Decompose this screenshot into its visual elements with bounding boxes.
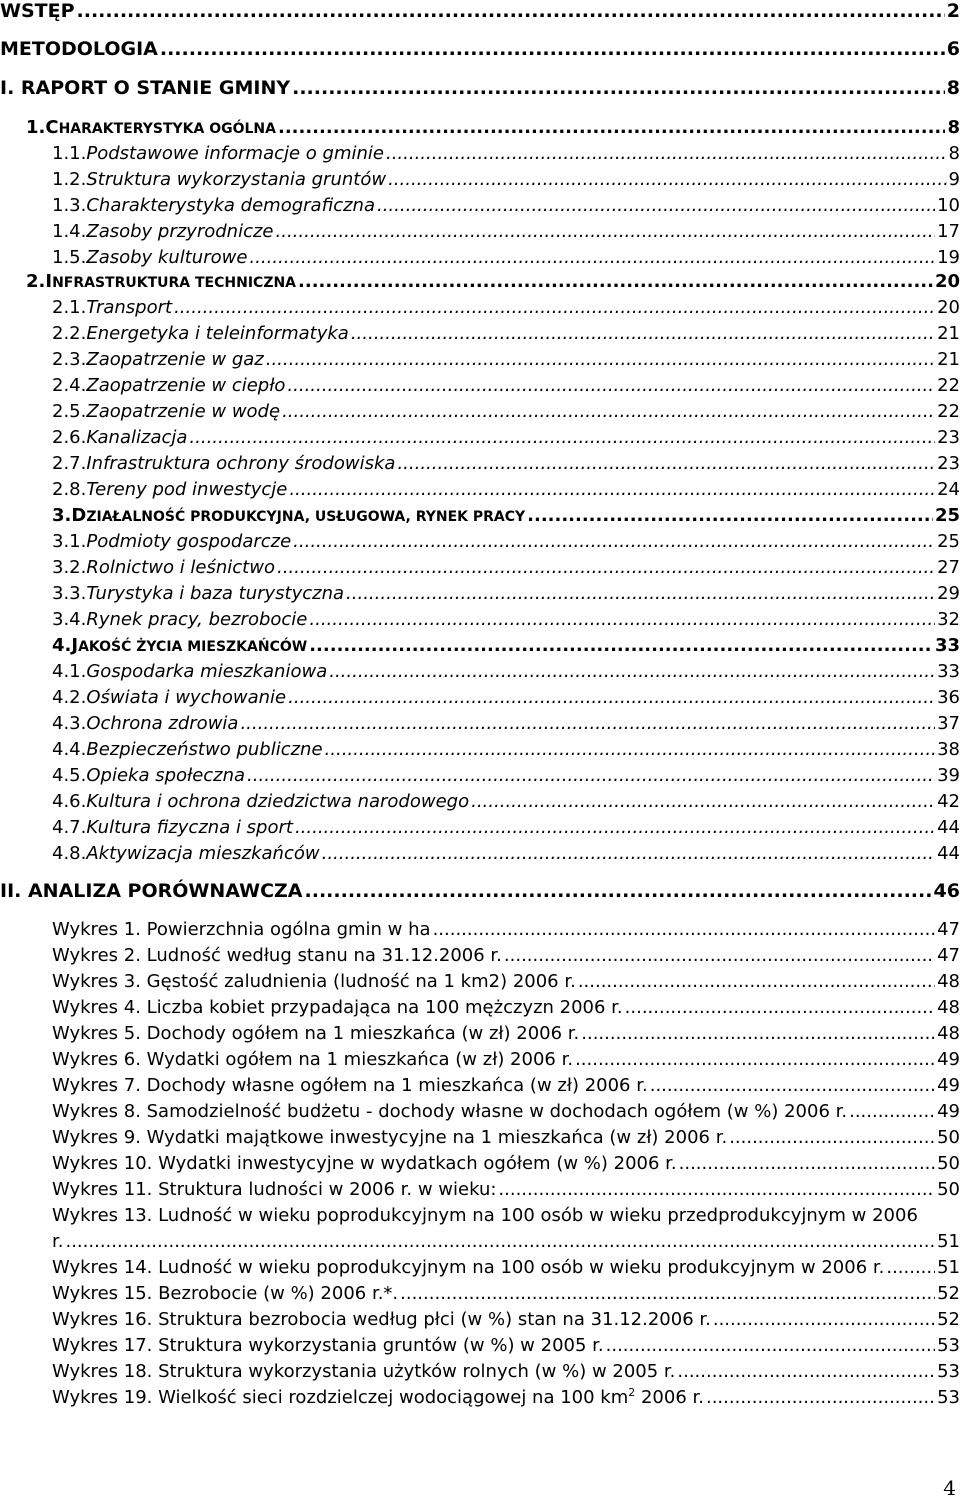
toc-subentry[interactable] <box>52 323 960 344</box>
subentry-title: Kultura i ochrona dziedzictwa narodowego <box>86 791 470 812</box>
toc-page: 8 <box>948 143 960 164</box>
section-title <box>45 271 296 292</box>
dot-leader <box>292 79 945 98</box>
toc-page: 48 <box>937 1023 960 1044</box>
section-title <box>71 635 307 656</box>
toc-page: 44 <box>937 817 960 838</box>
section-title-cap: J <box>71 635 79 656</box>
dot-leader <box>575 1051 935 1069</box>
dot-leader <box>276 223 936 241</box>
subentry-title: Turystyka i baza turystyczna <box>86 583 345 604</box>
subentry-number: 2.6. <box>52 427 87 448</box>
dot-leader <box>77 2 945 21</box>
chart-entry[interactable] <box>52 1049 960 1070</box>
toc-page: 9 <box>948 169 960 190</box>
subentry-title: Transport <box>86 297 173 318</box>
subentry-title: Zaopatrzenie w gaz <box>86 349 264 370</box>
toc-page: 49 <box>937 1049 960 1070</box>
chart-entry[interactable] <box>52 1179 960 1200</box>
dot-leader <box>277 559 935 577</box>
chart-title: Wykres 5. Dochody ogółem na 1 mieszkańca (w zł) 2006 r. <box>52 1023 580 1044</box>
dot-leader <box>706 1389 935 1407</box>
subentry-number: 2.3. <box>52 349 87 370</box>
chart-title: Wykres 2. Ludność według stanu na 31.12.2006 r. <box>52 945 502 966</box>
toc-page: 42 <box>937 791 960 812</box>
toc-page: 47 <box>937 945 960 966</box>
dot-leader <box>397 455 935 473</box>
dot-leader <box>309 611 935 629</box>
toc-subentry[interactable] <box>52 349 960 370</box>
toc-page: 21 <box>937 323 960 344</box>
subentry-number: 4.3. <box>52 713 87 734</box>
toc-page: 17 <box>937 221 960 242</box>
dot-leader <box>309 637 933 655</box>
chart-entry[interactable] <box>52 1153 960 1174</box>
chart-entry[interactable] <box>52 1257 960 1278</box>
dot-leader <box>295 819 935 837</box>
toc-title: I. RAPORT O STANIE GMINY <box>0 77 291 99</box>
toc-subentry[interactable] <box>52 687 960 708</box>
toc-page: 39 <box>937 765 960 786</box>
dot-leader <box>65 1233 935 1251</box>
subentry-number: 4.2. <box>52 687 87 708</box>
subentry-title: Infrastruktura ochrony środowiska <box>86 453 396 474</box>
subentry-number: 3.4. <box>52 609 87 630</box>
toc-page: 33 <box>937 661 960 682</box>
chart-title: Wykres 13. Ludność w wieku poprodukcyjnym na 100 osób w wieku przedprodukcyjnym w 2006 <box>52 1205 918 1226</box>
subentry-number: 4.8. <box>52 843 87 864</box>
chart-entry[interactable] <box>52 1309 960 1330</box>
chart-entry[interactable] <box>52 1231 960 1252</box>
toc-page: 49 <box>937 1075 960 1096</box>
subentry-number: 2.7. <box>52 453 87 474</box>
chart-title: Wykres 14. Ludność w wieku poprodukcyjnym na 100 osób w wieku produkcyjnym w 2006 r. <box>52 1257 885 1278</box>
toc-page: 32 <box>937 609 960 630</box>
subentry-title: Podmioty gospodarcze <box>86 531 292 552</box>
toc-section[interactable] <box>52 635 960 656</box>
subentry-title: Kultura fizyczna i sport <box>86 817 293 838</box>
dot-leader <box>527 507 933 525</box>
subentry-title: Zasoby przyrodnicze <box>86 221 274 242</box>
toc-page: 21 <box>937 349 960 370</box>
section-title-cap: I <box>45 271 53 292</box>
dot-leader <box>282 403 935 421</box>
chart-entry[interactable] <box>52 971 960 992</box>
subentry-title: Bezpieczeństwo publiczne <box>86 739 323 760</box>
dot-leader <box>266 351 935 369</box>
section-title-rest: NFRASTRUKTURA TECHNICZNA <box>52 275 297 291</box>
toc-subentry[interactable] <box>52 143 960 164</box>
toc-page: 53 <box>937 1361 960 1382</box>
subentry-title: Aktywizacja mieszkańców <box>86 843 320 864</box>
toc-subentry[interactable] <box>52 557 960 578</box>
subentry-number: 2.4. <box>52 375 87 396</box>
toc-page: 10 <box>937 195 960 216</box>
toc-page: 25 <box>937 531 960 552</box>
dot-leader <box>298 273 933 291</box>
subentry-number: 2.8. <box>52 479 87 500</box>
dot-leader <box>504 947 935 965</box>
toc-page: 50 <box>937 1179 960 1200</box>
dot-leader <box>400 1285 935 1303</box>
subentry-title: Zaopatrzenie w ciepło <box>86 375 286 396</box>
section-title-cap: D <box>71 505 87 526</box>
chart-entry[interactable] <box>52 1335 960 1356</box>
dot-leader <box>351 325 935 343</box>
toc-page: 46 <box>933 880 960 902</box>
dot-leader <box>388 171 946 189</box>
toc-subentry[interactable] <box>52 817 960 838</box>
dot-leader <box>325 741 936 759</box>
chart-entry-line1[interactable] <box>52 1205 960 1226</box>
chart-title: Wykres 16. Struktura bezrobocia według płci (w %) stan na 31.12.2006 r. <box>52 1309 711 1330</box>
toc-page: 38 <box>937 739 960 760</box>
subentry-number: 3.2. <box>52 557 87 578</box>
toc-subentry[interactable] <box>52 453 960 474</box>
subentry-title: Oświata i wychowanie <box>86 687 287 708</box>
toc-page: 20 <box>934 271 960 292</box>
toc-page: 47 <box>937 919 960 940</box>
toc-page: 53 <box>937 1387 960 1408</box>
chart-title-main: Wykres 19. Wielkość sieci rozdzielczej wodociągowej na 100 km <box>52 1387 629 1408</box>
dot-leader <box>386 145 947 163</box>
dot-leader <box>289 481 935 499</box>
chart-title: Wykres 8. Samodzielność budżetu - dochody własne w dochodach ogółem (w %) 2006 r. <box>52 1101 848 1122</box>
chart-title: Wykres 9. Wydatki majątkowe inwestycyjne na 1 mieszkańca (w zł) 2006 r. <box>52 1127 728 1148</box>
chart-title: Wykres 11. Struktura ludności w 2006 r. w wieku: <box>52 1179 497 1200</box>
toc-subentry[interactable] <box>52 713 960 734</box>
dot-leader <box>305 882 932 901</box>
toc-page: 33 <box>934 635 960 656</box>
section-title-cap: C <box>45 117 59 138</box>
toc-page: 19 <box>937 247 960 268</box>
section-number: 2. <box>26 271 46 292</box>
chart-title: Wykres 17. Struktura wykorzystania gruntów (w %) w 2005 r. <box>52 1335 604 1356</box>
chart-entry[interactable] <box>52 997 960 1018</box>
chart-entry[interactable] <box>52 1075 960 1096</box>
dot-leader <box>240 715 935 733</box>
toc-page: 2 <box>946 0 960 22</box>
subentry-number: 1.1. <box>52 143 87 164</box>
subentry-title: Rynek pracy, bezrobocie <box>86 609 308 630</box>
toc-page: 24 <box>937 479 960 500</box>
toc-subentry[interactable] <box>52 765 960 786</box>
subentry-title: Kanalizacja <box>86 427 188 448</box>
toc-subentry[interactable] <box>52 297 960 318</box>
section-title <box>45 117 276 138</box>
toc-subentry[interactable] <box>52 169 960 190</box>
toc-title: WSTĘP <box>0 0 75 22</box>
subentry-number: 1.4. <box>52 221 87 242</box>
subentry-number: 4.6. <box>52 791 87 812</box>
toc-entry[interactable] <box>0 880 960 902</box>
dot-leader <box>498 1181 935 1199</box>
toc-section[interactable] <box>52 505 960 526</box>
subentry-number: 1.5. <box>52 247 87 268</box>
toc-subentry[interactable] <box>52 401 960 422</box>
toc-page: 29 <box>937 583 960 604</box>
subentry-number: 2.1. <box>52 297 87 318</box>
dot-leader <box>650 1077 935 1095</box>
toc-page: 23 <box>937 427 960 448</box>
dot-leader <box>322 845 936 863</box>
subentry-number: 4.7. <box>52 817 87 838</box>
subentry-title: Zaopatrzenie w wodę <box>86 401 281 422</box>
dot-leader <box>288 689 935 707</box>
toc-page: 51 <box>937 1231 960 1252</box>
toc-page: 6 <box>946 38 960 60</box>
section-number: 3. <box>52 505 72 526</box>
dot-leader <box>346 585 935 603</box>
dot-leader <box>578 973 935 991</box>
dot-leader <box>329 663 935 681</box>
toc-title: II. ANALIZA PORÓWNAWCZA <box>0 880 303 902</box>
toc-page: 22 <box>937 375 960 396</box>
toc-subentry[interactable] <box>52 583 960 604</box>
chart-title: Wykres 7. Dochody własne ogółem na 1 mieszkańca (w zł) 2006 r. <box>52 1075 648 1096</box>
subentry-number: 2.5. <box>52 401 87 422</box>
dot-leader <box>278 119 945 137</box>
chart-entry[interactable] <box>52 1283 960 1304</box>
subentry-title: Podstawowe informacje o gminie <box>86 143 384 164</box>
dot-leader <box>849 1103 935 1121</box>
toc-subentry[interactable] <box>52 791 960 812</box>
chart-entry[interactable] <box>52 945 960 966</box>
subentry-number: 2.2. <box>52 323 87 344</box>
chart-title: Wykres 15. Bezrobocie (w %) 2006 r.*. <box>52 1283 399 1304</box>
section-title-rest: ZIAŁALNOŚĆ PRODUKCYJNA, USŁUGOWA, RYNEK PRACY <box>86 509 526 525</box>
toc-page: 48 <box>937 997 960 1018</box>
toc-entry[interactable] <box>0 38 960 60</box>
dot-leader <box>433 921 936 939</box>
dot-leader <box>293 533 935 551</box>
toc-entry[interactable] <box>0 0 960 22</box>
toc-page: 48 <box>937 971 960 992</box>
toc-page: 49 <box>937 1101 960 1122</box>
section-title-rest: HARAKTERYSTYKA OGÓLNA <box>58 121 276 137</box>
dot-leader <box>160 40 945 59</box>
chart-entry[interactable] <box>52 1127 960 1148</box>
chart-entry[interactable] <box>52 1387 960 1408</box>
dot-leader <box>247 767 935 785</box>
chart-title: Wykres 3. Gęstość zaludnienia (ludność na 1 km2) 2006 r. <box>52 971 576 992</box>
subentry-title: Struktura wykorzystania gruntów <box>86 169 387 190</box>
section-number: 4. <box>52 635 72 656</box>
toc-page: 51 <box>937 1257 960 1278</box>
toc-page: 27 <box>937 557 960 578</box>
dot-leader <box>606 1337 935 1355</box>
subentry-title: Energetyka i teleinformatyka <box>86 323 349 344</box>
section-title <box>71 505 525 526</box>
dot-leader <box>471 793 935 811</box>
chart-title: Wykres 10. Wydatki inwestycyjne w wydatkach ogółem (w %) 2006 r. <box>52 1153 677 1174</box>
toc-page: 53 <box>937 1335 960 1356</box>
chart-title: Wykres 4. Liczba kobiet przypadająca na 100 mężczyzn 2006 r. <box>52 997 623 1018</box>
toc-page: 36 <box>937 687 960 708</box>
subentry-number: 4.1. <box>52 661 87 682</box>
toc-page: 52 <box>937 1283 960 1304</box>
chart-title: Wykres 6. Wydatki ogółem na 1 mieszkańca (w zł) 2006 r. <box>52 1049 574 1070</box>
toc-subentry[interactable] <box>52 609 960 630</box>
subentry-number: 4.4. <box>52 739 87 760</box>
dot-leader <box>677 1363 935 1381</box>
toc-subentry[interactable] <box>52 427 960 448</box>
chart-entry[interactable] <box>52 919 960 940</box>
toc-subentry[interactable] <box>52 479 960 500</box>
toc-entry[interactable] <box>0 77 960 99</box>
superscript: 2 <box>628 1386 636 1399</box>
subentry-title: Opieka społeczna <box>86 765 246 786</box>
dot-leader <box>174 299 935 317</box>
toc-page: 25 <box>934 505 960 526</box>
chart-title: Wykres 1. Powierzchnia ogólna gmin w ha <box>52 919 431 940</box>
toc-title: METODOLOGIA <box>0 38 158 60</box>
subentry-number: 1.2. <box>52 169 87 190</box>
toc-page: 20 <box>937 297 960 318</box>
toc-page: 50 <box>937 1153 960 1174</box>
toc-page: 37 <box>937 713 960 734</box>
chart-title: r. <box>52 1231 64 1252</box>
subentry-title: Rolnictwo i leśnictwo <box>86 557 275 578</box>
page-number: 4 <box>943 1476 956 1500</box>
dot-leader <box>249 249 935 267</box>
chart-entry[interactable] <box>52 1101 960 1122</box>
subentry-title: Charakterystyka demograficzna <box>86 195 375 216</box>
chart-title: Wykres 18. Struktura wykorzystania użytków rolnych (w %) w 2005 r. <box>52 1361 676 1382</box>
chart-entry[interactable] <box>52 1361 960 1382</box>
subentry-number: 3.1. <box>52 531 87 552</box>
toc-subentry[interactable] <box>52 221 960 242</box>
toc-page: 23 <box>937 453 960 474</box>
dot-leader <box>729 1129 935 1147</box>
dot-leader <box>713 1311 935 1329</box>
toc-page: 50 <box>937 1127 960 1148</box>
subentry-title: Gospodarka mieszkaniowa <box>86 661 328 682</box>
toc-section[interactable] <box>26 117 960 138</box>
toc-subentry[interactable] <box>52 843 960 864</box>
dot-leader <box>886 1259 935 1277</box>
toc-subentry[interactable] <box>52 375 960 396</box>
dot-leader <box>625 999 935 1017</box>
dot-leader <box>679 1155 935 1173</box>
chart-entry[interactable] <box>52 1023 960 1044</box>
dot-leader <box>189 429 935 447</box>
toc-page: 52 <box>937 1309 960 1330</box>
dot-leader <box>581 1025 935 1043</box>
section-number: 1. <box>26 117 46 138</box>
toc-page: 22 <box>937 401 960 422</box>
toc-subentry[interactable] <box>52 531 960 552</box>
toc-subentry[interactable] <box>52 195 960 216</box>
toc-page: 8 <box>947 117 960 138</box>
toc-section[interactable] <box>26 271 960 292</box>
toc-page: 44 <box>937 843 960 864</box>
toc-subentry[interactable] <box>52 247 960 268</box>
dot-leader <box>287 377 935 395</box>
toc-subentry[interactable] <box>52 739 960 760</box>
section-title-rest: AKOŚĆ ŻYCIA MIESZKAŃCÓW <box>78 639 308 655</box>
subentry-number: 4.5. <box>52 765 87 786</box>
toc-subentry[interactable] <box>52 661 960 682</box>
chart-title <box>52 1387 704 1408</box>
chart-title-suffix: 2006 r. <box>635 1387 704 1408</box>
subentry-number: 1.3. <box>52 195 87 216</box>
subentry-title: Tereny pod inwestycje <box>86 479 288 500</box>
subentry-title: Ochrona zdrowia <box>86 713 239 734</box>
subentry-title: Zasoby kulturowe <box>86 247 248 268</box>
dot-leader <box>377 197 935 215</box>
toc-page: 8 <box>946 77 960 99</box>
subentry-number: 3.3. <box>52 583 87 604</box>
